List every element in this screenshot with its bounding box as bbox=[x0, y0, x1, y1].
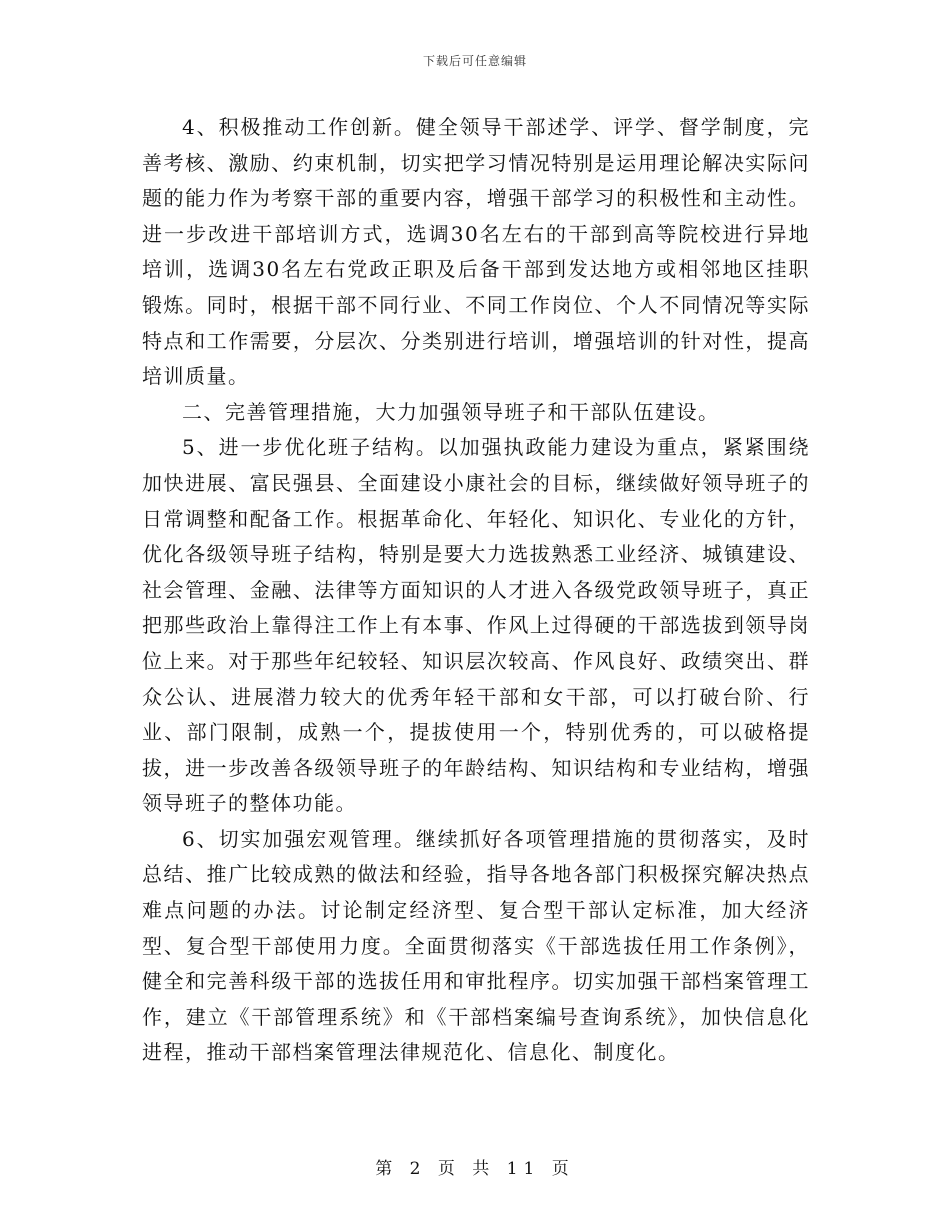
page-number-footer: 第 2 页 共 11 页 bbox=[375, 1159, 575, 1179]
paragraph-4-innovation: 4、积极推动工作创新。健全领导干部述学、评学、督学制度，完善考核、激励、约束机制，切实把学习情况特别是运用理论解决实际问题的能力作为考察干部的重要内容，增强干部学习的积极性和主动性。进一步改进干部培训方式，选调30名左右的干部到高等院校进行异地培训，选调30名左右党政正职及后备干部到发达地方或相邻地区挂职锻炼。同时，根据干部不同行业、不同工作岗位、个人不同情况等实际特点和工作需要，分层次、分类别进行培训，增强培训的针对性，提高培训质量。 bbox=[142, 115, 810, 389]
paragraph-5-structure: 5、进一步优化班子结构。以加强执政能力建设为重点，紧紧围绕加快进展、富民强县、全面建设小康社会的目标，继续做好领导班子的日常调整和配备工作。根据革命化、年轻化、知识化、专业化的方针，优化各级领导班子结构，特别是要大力选拔熟悉工业经济、城镇建设、社会管理、金融、法律等方面知识的人才进入各级党政领导班子，真正把那些政治上靠得注工作上有本事、作风上过得硬的干部选拔到领导岗位上来。对于那些年纪较轻、知识层次较高、作风良好、政绩突出、群众公认、进展潜力较大的优秀年轻干部和女干部，可以打破台阶、行业、部门限制，成熟一个，提拔使用一个，特别优秀的，可以破格提拔，进一步改善各级领导班子的年龄结构、知识结构和专业结构，增强领导班子的整体功能。 bbox=[142, 435, 810, 816]
paragraph-6-management: 6、切实加强宏观管理。继续抓好各项管理措施的贯彻落实，及时总结、推广比较成熟的做法和经验，指导各地各部门积极探究解决热点难点问题的办法。讨论制定经济型、复合型干部认定标准，加大经济型、复合型干部使用力度。全面贯彻落实《干部选拔任用工作条例》，健全和完善科级干部的选拔任用和审批程序。切实加强干部档案管理工作，建立《干部管理系统》和《干部档案编号查询系统》，加快信息化进程，推动干部档案管理法律规范化、信息化、制度化。 bbox=[142, 826, 810, 1065]
document-body bbox=[142, 110, 810, 1071]
page-header: 下载后可任意编辑 bbox=[422, 54, 527, 68]
section-heading-2: 二、完善管理措施，大力加强领导班子和干部队伍建设。 bbox=[182, 399, 720, 424]
